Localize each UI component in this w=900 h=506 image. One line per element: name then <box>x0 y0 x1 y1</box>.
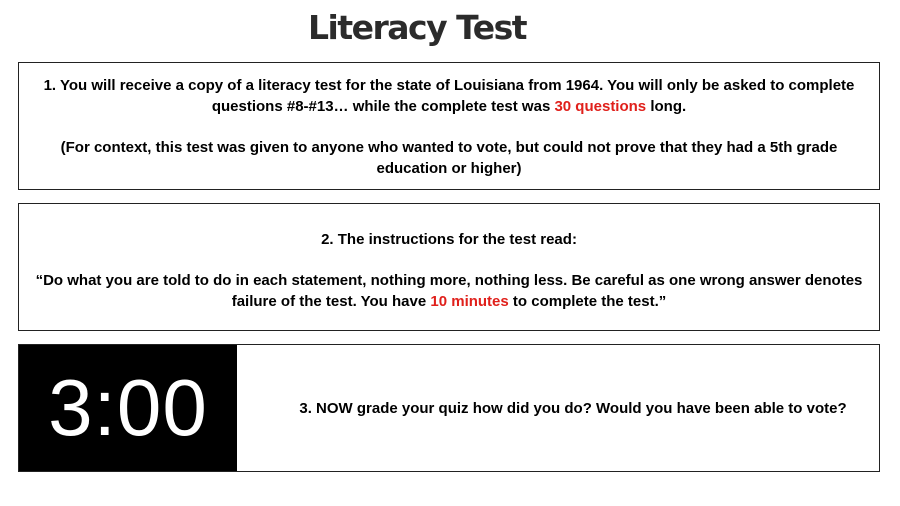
question-count-highlight: 30 questions <box>554 98 647 115</box>
step-1-box <box>18 62 880 190</box>
step-3-box <box>18 344 880 472</box>
context-note: (For context, this test was given to anyone who wanted to vote, but could not prove that they had a 5th grade education or higher) <box>60 139 838 177</box>
quote-start: “Do what you are told to do in each statement, nothing more, nothing less. Be careful as one wrong answer denotes failure of the test. You have <box>35 272 863 310</box>
step-1-text-end: long. <box>646 98 687 115</box>
step-3-text: 3. NOW grade your quiz how did you do? Would you have been able to vote? <box>299 399 847 417</box>
step-1-text-start: 1. You will receive a copy of a literacy test for the state of Louisiana from 1964. You will only be asked to complete questions #8-#13… while the complete test was <box>43 77 855 115</box>
step-2-box <box>18 203 880 331</box>
page-title: Literacy Test <box>307 8 527 47</box>
time-limit-highlight: 10 minutes <box>430 293 509 310</box>
step-1-text <box>29 75 869 117</box>
countdown-timer: 3:00 <box>19 345 237 471</box>
instructions-quote <box>29 270 869 312</box>
instructions-heading: 2. The instructions for the test read: <box>321 231 577 248</box>
quote-end: to complete the test.” <box>508 293 667 310</box>
